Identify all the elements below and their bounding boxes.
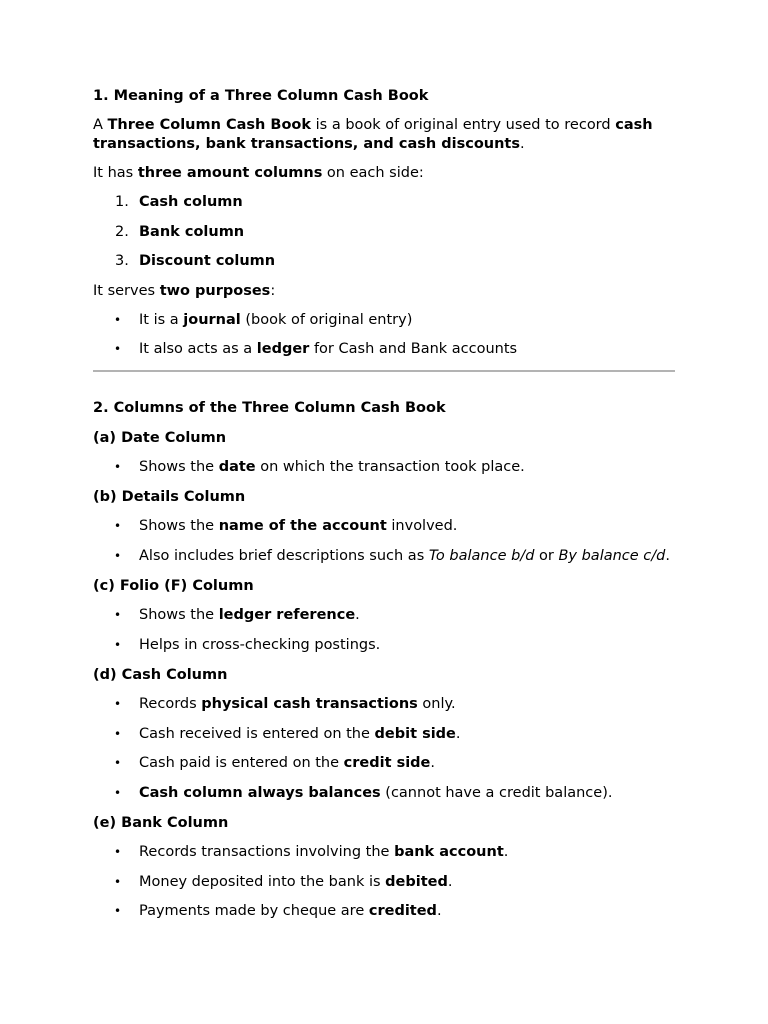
item-text: Cash paid is entered on the (139, 755, 344, 771)
item-text: Helps in cross-checking postings. (139, 636, 381, 653)
item-bold: credit side (343, 755, 431, 771)
purposes-text-2: : (270, 282, 276, 299)
intro-text-3: . (520, 136, 525, 152)
list-item (93, 754, 675, 773)
item-bold: bank account (394, 844, 504, 860)
item-text: It is a (139, 311, 184, 328)
subheading-bank-column: (e) Bank Column (93, 815, 229, 831)
purposes-bold-1: two purposes (159, 282, 271, 299)
item-text: Payments made by cheque are (139, 903, 369, 919)
purposes-text-1: It serves (93, 282, 160, 299)
item-text: Shows the (139, 607, 219, 623)
has-text-2: on each side: (322, 165, 424, 181)
purposes-list (93, 311, 675, 360)
item-text: Shows the (139, 518, 219, 534)
document-content (93, 86, 675, 932)
purposes-paragraph (93, 282, 675, 301)
item-text: involved. (386, 518, 458, 534)
item-bold: physical cash transactions (201, 696, 418, 712)
item-text: (cannot have a credit balance). (380, 784, 613, 801)
item-text: Shows the (139, 458, 219, 475)
subheading-cash-column: (d) Cash Column (93, 667, 228, 683)
item-text: only. (417, 696, 456, 712)
list-item (93, 223, 675, 242)
item-bold: journal (183, 311, 241, 328)
columns-list (93, 193, 675, 271)
has-bold-1: three amount columns (137, 165, 323, 181)
item-text: for Cash and Bank accounts (309, 341, 518, 357)
list-item (93, 517, 675, 536)
item-italic: To balance b/d (428, 547, 535, 564)
section-2-heading: 2. Columns of the Three Column Cash Book (93, 399, 446, 416)
item-bold: debited (385, 873, 448, 890)
item-text: . (355, 607, 360, 623)
item-text: . (436, 903, 442, 919)
item-text: . (430, 755, 436, 771)
list-item (93, 606, 675, 625)
has-text-1: It has (93, 165, 138, 181)
list-number: 2. (115, 223, 129, 240)
list-item (93, 458, 675, 477)
subheading-date-column: (a) Date Column (93, 429, 227, 446)
list-item (93, 902, 675, 921)
intro-bold-2: cash transactions, bank transactions, and cash discounts (93, 117, 653, 152)
bank-column-list (93, 843, 675, 921)
item-text: on which the transaction took place. (255, 458, 525, 475)
date-column-list (93, 458, 675, 477)
list-item (93, 547, 675, 566)
item-text: Records transactions involving the (139, 844, 395, 860)
list-item (93, 695, 675, 714)
item-text: Money deposited into the bank is (139, 873, 386, 890)
intro-bold-1: Three Column Cash Book (107, 117, 312, 133)
item-text: (book of original entry) (240, 311, 413, 328)
subheading-folio-column: (c) Folio (F) Column (93, 578, 254, 594)
item-text: Also includes brief descriptions such as (139, 547, 429, 564)
intro-text-2: is a book of original entry used to record (311, 117, 616, 133)
item-bold: ledger reference (218, 607, 356, 623)
intro-text-1: A (93, 117, 108, 133)
item-text: . (503, 844, 509, 860)
item-bold: date (218, 458, 256, 475)
list-item (93, 311, 675, 330)
item-text: It also acts as a (139, 341, 257, 357)
list-item (93, 843, 675, 862)
list-item (93, 340, 675, 359)
item-italic: By balance c/d (558, 547, 666, 564)
list-item (93, 636, 675, 655)
columns-paragraph (93, 164, 675, 183)
list-item (93, 252, 675, 271)
item-bold: ledger (256, 341, 310, 357)
item-text: . (455, 725, 461, 742)
item-text: or (534, 547, 559, 564)
item-text: Cash received is entered on the (139, 725, 375, 742)
list-item-label: Discount column (139, 253, 276, 269)
subheading-details-column: (b) Details Column (93, 489, 246, 505)
list-item (93, 784, 675, 803)
folio-column-list (93, 606, 675, 655)
item-bold: credited (368, 903, 437, 919)
section-1-heading: 1. Meaning of a Three Column Cash Book (93, 88, 429, 104)
details-column-list (93, 517, 675, 566)
cash-column-list (93, 695, 675, 803)
list-item (93, 193, 675, 212)
list-item (93, 873, 675, 892)
item-text: . (665, 547, 670, 564)
item-bold: Cash column always balances (139, 784, 381, 801)
item-text: . (447, 873, 453, 890)
section-divider (93, 370, 675, 372)
list-number: 3. (115, 253, 129, 269)
item-bold: name of the account (218, 518, 387, 534)
item-text: Records (139, 696, 202, 712)
list-item-label: Bank column (139, 223, 245, 240)
list-item (93, 725, 675, 744)
intro-paragraph (93, 116, 675, 154)
item-bold: debit side (374, 725, 456, 742)
list-number: 1. (115, 194, 129, 210)
list-item-label: Cash column (139, 194, 243, 210)
